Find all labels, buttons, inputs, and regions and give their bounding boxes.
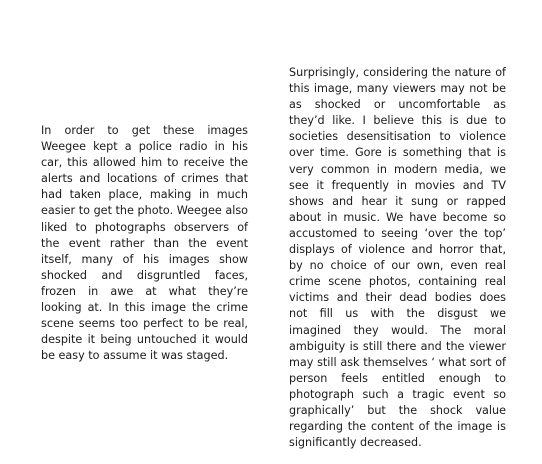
right-text-column [289, 65, 506, 451]
left-text-column [41, 123, 248, 364]
right-paragraph: Surprisingly, considering the nature of this image, many viewers may not be as shocked or uncomfortable as they’d like. I believe this is due to societies desensitisation to violence over time. Gore is something that is very common in modern media, we see it frequently in movies and TV shows and hear it sung or rapped about in music. We have become so accustomed to seeing ‘over the top’ displays of violence and horror that, by no choice of our own, even real crime scene photos, containing real victims and their dead bodies does not fill us with the disgust we imagined they would. The moral ambiguity is still there and the viewer may still ask themselves ‘ what sort of person feels entitled enough to photograph such a tragic event so graphically’ but the shock value regarding the content of the image is significantly decreased. [289, 66, 506, 450]
left-paragraph: In order to get these images Weegee kept a police radio in his car, this allowed him to receive the alerts and locations of crimes that had taken place, making in much easier to get the photo. Weegee also liked to photographs observers of the event rather than the event itself, many of his images show shocked and disgruntled faces, frozen in awe at what they’re looking at. In this image the crime scene seems too perfect to be real, despite it being untouched it would be easy to assume it was staged. [41, 124, 248, 363]
